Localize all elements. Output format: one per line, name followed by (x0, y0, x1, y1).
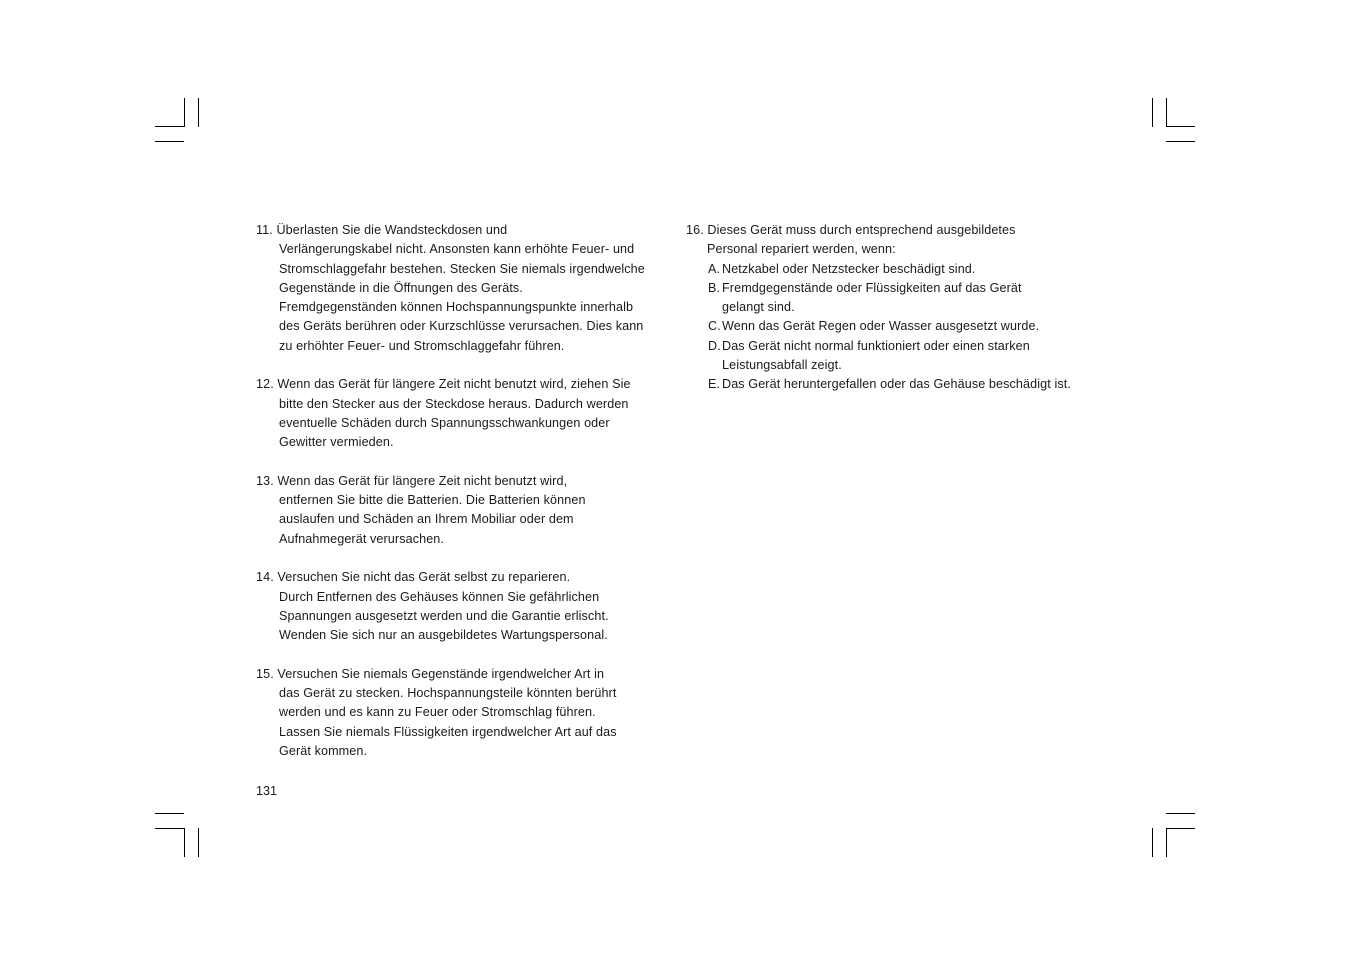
item-line: Wenden Sie sich nur an ausgebildetes Wartungspersonal. (279, 628, 608, 643)
crop-mark (1166, 98, 1167, 127)
item-line: zu erhöhter Feuer- und Stromschlaggefahr führen. (279, 338, 565, 353)
crop-mark (155, 828, 184, 829)
item-line: Verlängerungskabel nicht. Ansonsten kann erhöhte Feuer- und (279, 242, 635, 257)
item-heading: 13. Wenn das Gerät für längere Zeit nicht benutzt wird, (256, 473, 568, 488)
item-line: des Geräts berühren oder Kurzschlüsse verursachen. Dies kann (279, 319, 644, 334)
subitem-letter: E. (708, 377, 721, 392)
crop-mark (184, 828, 185, 857)
crop-mark (1166, 126, 1195, 127)
item-heading: 11. Überlasten Sie die Wandsteckdosen und (256, 223, 508, 237)
subitem-continuation: Leistungsabfall zeigt. (722, 358, 842, 373)
crop-mark (1152, 98, 1153, 127)
safety-item-12 (256, 375, 676, 452)
item-heading: 16. Dieses Gerät muss durch entsprechend ausgebildetes (686, 223, 1016, 237)
crop-mark (1152, 828, 1153, 857)
item-line: Lassen Sie niemals Flüssigkeiten irgendwelcher Art auf das (279, 724, 617, 739)
item-heading: 15. Versuchen Sie niemals Gegenstände irgendwelcher Art in (256, 666, 605, 681)
item-line: Aufnahmegerät verursachen. (279, 531, 445, 546)
crop-mark (1166, 141, 1195, 142)
item-line: Gerät kommen. (279, 744, 368, 759)
subitem-a (686, 260, 1106, 279)
subitem-letter: C. (708, 319, 721, 334)
right-column (686, 221, 1106, 395)
left-column (256, 221, 676, 781)
crop-mark (198, 828, 199, 857)
safety-item-16 (686, 221, 1106, 395)
safety-item-11 (256, 221, 676, 356)
subitem-text: Das Gerät nicht normal funktioniert oder einen starken (722, 338, 1030, 353)
item-heading: 12. Wenn das Gerät für längere Zeit nicht benutzt wird, ziehen Sie (256, 377, 631, 392)
subitem-text: Das Gerät heruntergefallen oder das Gehäuse beschädigt ist. (722, 377, 1071, 392)
subitem-d (686, 337, 1106, 376)
subitem-e (686, 375, 1106, 394)
subitem-c (686, 317, 1106, 336)
crop-mark (1166, 813, 1195, 814)
item-intro: Personal repariert werden, wenn: (707, 242, 896, 257)
crop-mark (155, 126, 184, 127)
crop-mark (155, 141, 184, 142)
subitem-letter: B. (708, 280, 721, 295)
page-number: 131 (256, 784, 278, 798)
item-line: werden und es kann zu Feuer oder Stromschlag führen. (279, 705, 596, 720)
subitem-continuation: gelangt sind. (722, 300, 795, 315)
crop-mark (1166, 828, 1167, 857)
item-line: das Gerät zu stecken. Hochspannungsteile könnten berührt (279, 686, 617, 701)
safety-item-13 (256, 472, 676, 549)
subitem-text: Fremdgegenstände oder Flüssigkeiten auf das Gerät (722, 280, 1022, 295)
safety-item-15 (256, 665, 676, 761)
item-line: entfernen Sie bitte die Batterien. Die Batterien können (279, 493, 586, 508)
crop-mark (155, 813, 184, 814)
item-line: Durch Entfernen des Gehäuses können Sie gefährlichen (279, 589, 600, 604)
item-line: bitte den Stecker aus der Steckdose heraus. Dadurch werden (279, 396, 629, 411)
item-line: Fremdgegenständen können Hochspannungspunkte innerhalb (279, 300, 634, 315)
item-line: auslaufen und Schäden an Ihrem Mobiliar oder dem (279, 512, 574, 527)
item-line: Stromschlaggefahr bestehen. Stecken Sie niemals irgendwelche (279, 261, 645, 276)
crop-mark (1166, 828, 1195, 829)
subitem-text: Wenn das Gerät Regen oder Wasser ausgesetzt wurde. (722, 319, 1040, 334)
item-heading: 14. Versuchen Sie nicht das Gerät selbst zu reparieren. (256, 570, 571, 585)
item-line: eventuelle Schäden durch Spannungsschwankungen oder (279, 415, 610, 430)
subitem-letter: D. (708, 338, 721, 353)
subitem-text: Netzkabel oder Netzstecker beschädigt sind. (722, 261, 976, 276)
safety-item-14 (256, 568, 676, 645)
subitem-b (686, 279, 1106, 318)
item-line: Gewitter vermieden. (279, 435, 394, 450)
subitem-letter: A. (708, 261, 721, 276)
crop-mark (184, 98, 185, 127)
crop-mark (198, 98, 199, 127)
item-line: Spannungen ausgesetzt werden und die Garantie erlischt. (279, 608, 609, 623)
item-line: Gegenstände in die Öffnungen des Geräts. (279, 280, 523, 295)
